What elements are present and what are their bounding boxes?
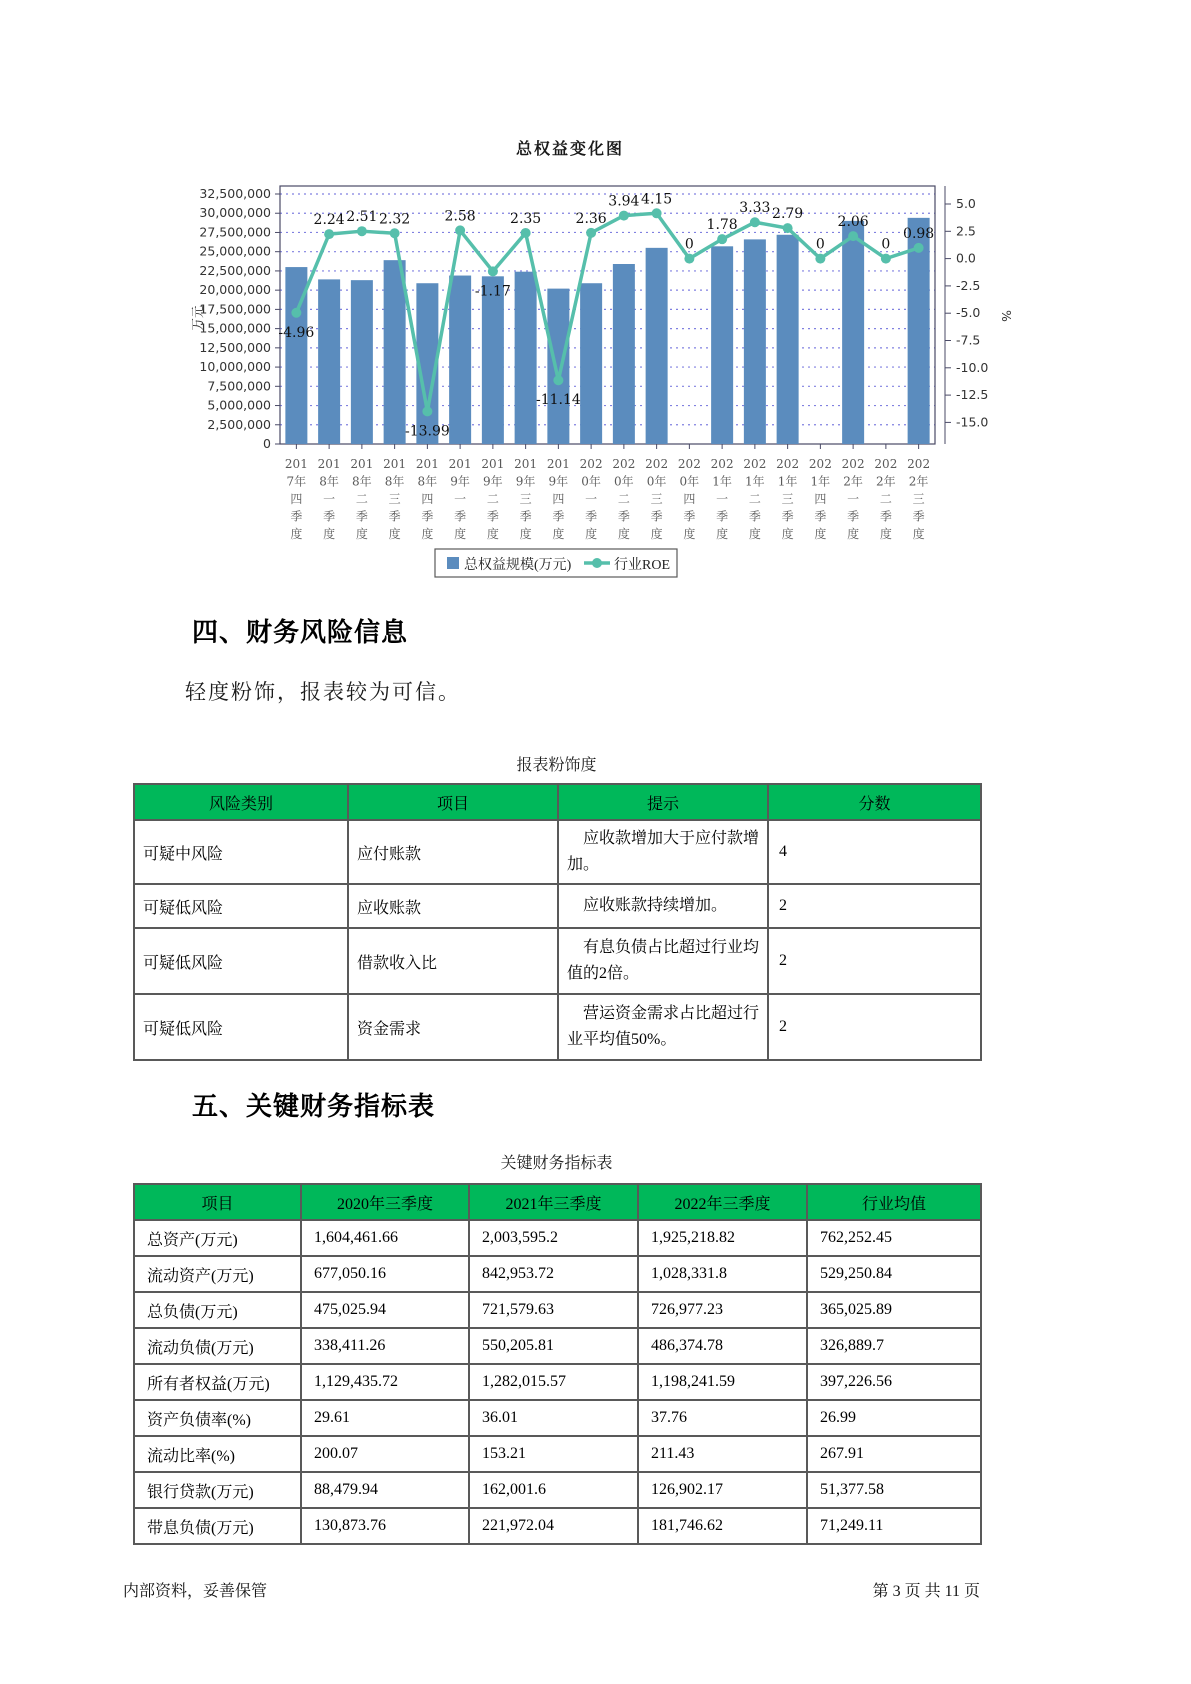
chart-text: 度 [781,527,794,541]
bar [482,276,504,444]
table-cell: 338,411.26 [301,1328,469,1364]
section-heading-key-indicators: 五、关键财务指标表 [192,1091,436,1121]
table-cell: 721,579.63 [469,1292,638,1328]
table-cell: 1,028,331.8 [638,1256,807,1292]
bottom-axis [296,444,918,449]
table-cell: 211.43 [638,1436,807,1472]
chart-text: 度 [454,527,467,541]
chart-text: 度 [323,527,336,541]
chart-text: 20,000,000 [199,282,271,298]
chart-text: 1年 [745,474,765,489]
chart-text: 10,000,000 [199,359,271,375]
chart-text: 季 [781,509,794,524]
point-label: 2.35 [510,210,542,227]
chart-text: 季 [388,509,401,524]
table-cell: 资金需求 [348,994,558,1060]
chart-text: 季 [716,509,729,524]
chart-text: 度 [290,527,303,541]
point-label: 0 [684,236,694,253]
chart-text: 201 [481,457,505,471]
chart-text: 1年 [712,474,732,489]
chart-text: 度 [421,527,434,541]
chart-text: 季 [290,509,303,524]
chart-text: 二 [355,492,368,506]
point-label: 3.94 [608,193,640,210]
chart-text: 季 [454,509,467,524]
point-label: -1.17 [474,283,511,300]
column-header: 2022年三季度 [638,1184,807,1220]
table-cell: 397,226.56 [807,1364,981,1400]
table-cell: 流动比率(%) [134,1436,301,1472]
table-row [134,1220,981,1256]
chart-text: 二 [486,492,499,506]
column-header: 项目 [134,1184,301,1220]
line-point [586,228,596,238]
table-row [134,820,981,884]
table-cell: 所有者权益(万元) [134,1364,301,1400]
chart-text: 12,500,000 [199,339,271,355]
chart-text: 201 [317,457,341,471]
chart-text: 度 [617,527,630,541]
table-cell: 资产负债率(%) [134,1400,301,1436]
table-cell: 有息负债占比超过行业均值的2倍。 [558,928,768,994]
table-cell: 221,972.04 [469,1508,638,1544]
chart-text: 三 [650,492,663,506]
line-point [848,231,858,241]
chart-text: 202 [841,457,865,471]
chart-text: 一 [585,492,598,506]
table-cell: 可疑低风险 [134,884,348,928]
table-row [134,1364,981,1400]
table-cell: 36.01 [469,1400,638,1436]
chart-text: 202 [645,457,669,471]
key-indicators-table [133,1183,982,1545]
chart-text: 15,000,000 [199,320,271,336]
bar [646,248,668,444]
line-point [553,375,563,385]
chart-text: 9年 [548,474,569,489]
chart-text: 四 [814,492,827,506]
table-row [134,1256,981,1292]
table-cell: 153.21 [469,1436,638,1472]
table-cell: 162,001.6 [469,1472,638,1508]
chart-text: 8年 [417,474,438,489]
point-label: 4.15 [641,191,673,208]
bar [744,239,766,444]
table-cell: 550,205.81 [469,1328,638,1364]
table-cell: 365,025.89 [807,1292,981,1328]
footer-confidential-note: 内部资料，妥善保管 [123,1583,268,1600]
legend-bar-label: 总权益规模(万元) [464,558,572,573]
table-cell: 可疑低风险 [134,994,348,1060]
table-cell: 1,198,241.59 [638,1364,807,1400]
chart-text: 季 [355,509,368,524]
chart-text: 三 [519,492,532,506]
chart-text: 季 [519,509,532,524]
point-label: 2.36 [575,210,607,227]
table-cell: 51,377.58 [807,1472,981,1508]
chart-text: 一 [323,492,336,506]
chart-text: 8年 [384,474,405,489]
chart-text: 二 [617,492,630,506]
chart-text: 25,000,000 [199,243,271,259]
chart-text: 一 [716,492,729,506]
chart-text: 27,500,000 [199,224,271,240]
equity-change-chart-svg [150,126,1050,588]
bar [515,272,537,444]
chart-text: 202 [579,457,603,471]
chart-text: 0 [263,436,271,451]
chart-text: 0.0 [956,250,976,266]
chart-text: 度 [879,527,892,541]
chart-text: 2年 [843,474,863,489]
point-label: 2.06 [837,214,869,231]
line-point [521,228,531,238]
line-point [357,226,367,236]
chart-text: 三 [912,492,925,506]
chart-text: -2.5 [956,277,981,293]
chart-text: 四 [552,492,565,506]
chart-text: -10.0 [956,359,989,375]
line-point [455,225,465,235]
chart-text: 一 [847,492,860,506]
point-label: -11.14 [535,392,581,409]
table-row [134,1328,981,1364]
footer-page-number: 第 3 页 共 11 页 [872,1583,980,1600]
table-cell: 71,249.11 [807,1508,981,1544]
chart-text: 度 [748,527,761,541]
chart-text: 度 [486,527,499,541]
chart-legend [435,549,677,577]
table-cell: 2 [768,994,981,1060]
table-row [134,1400,981,1436]
legend-bar-swatch [447,557,459,569]
table-row [134,884,981,928]
table-cell: 726,977.23 [638,1292,807,1328]
line-point [324,229,334,239]
chart-text: 季 [585,509,598,524]
table-cell: 2 [768,884,981,928]
chart-text: 度 [814,527,827,541]
table-cell: 流动负债(万元) [134,1328,301,1364]
chart-text: 202 [907,457,931,471]
line-point [684,254,694,264]
table-cell: 267.91 [807,1436,981,1472]
chart-text: 202 [743,457,767,471]
table-cell: 88,479.94 [301,1472,469,1508]
chart-text: 季 [323,509,336,524]
chart-text: 度 [847,527,860,541]
chart-text: 2年 [876,474,896,489]
chart-text: 季 [650,509,663,524]
chart-text: 0年 [581,474,601,489]
chart-text: 度 [519,527,532,541]
chart-text: 202 [710,457,734,471]
left-axis-title: 万元 [190,305,205,331]
left-axis [199,186,280,451]
point-label: 0.98 [903,225,935,242]
column-header: 2021年三季度 [469,1184,638,1220]
table-cell: 1,282,015.57 [469,1364,638,1400]
chart-text: 季 [683,509,696,524]
bar [351,280,373,444]
chart-text: 201 [383,457,407,471]
point-label: 2.58 [444,208,476,225]
table-cell: 842,953.72 [469,1256,638,1292]
point-label: 2.79 [772,206,804,223]
point-label: 0 [815,236,825,253]
chart-text: 2,500,000 [207,416,271,432]
chart-text: 1年 [810,474,831,489]
chart-text: 季 [912,509,925,524]
table-cell: 2 [768,928,981,994]
table-cell: 带息负债(万元) [134,1508,301,1544]
line-point [488,266,498,276]
column-header: 2020年三季度 [301,1184,469,1220]
chart-text: 度 [355,527,368,541]
right-axis-title: % [999,310,1014,322]
chart-text: 22,500,000 [199,262,271,278]
table-cell: 应收账款持续增加。 [558,884,768,928]
line-point [717,234,727,244]
table1-title: 报表粉饰度 [516,757,597,774]
table-cell: 2,003,595.2 [469,1220,638,1256]
chart-text: 5,000,000 [207,397,271,413]
table-cell: 营运资金需求占比超过行业平均值50%。 [558,994,768,1060]
bar [318,279,340,444]
line-point [652,208,662,218]
table-row [134,1436,981,1472]
chart-text: 32,500,000 [199,186,271,201]
table-row [134,928,981,994]
line-point [881,254,891,264]
right-axis [945,186,988,444]
table-cell: 流动资产(万元) [134,1256,301,1292]
chart-text: 201 [284,457,308,471]
chart-text: 季 [486,509,499,524]
chart-text: 9年 [515,474,536,489]
report-dressing-table [133,783,982,1061]
chart-text: 三 [781,492,794,506]
table-row [134,1508,981,1544]
chart-text: 季 [748,509,761,524]
table-cell: 借款收入比 [348,928,558,994]
chart-text: 201 [350,457,374,471]
chart-text: 202 [612,457,636,471]
table-cell: 181,746.62 [638,1508,807,1544]
bar [449,276,471,444]
chart-text: 8年 [352,474,372,489]
table-cell: 应收款增加大于应付款增加。 [558,820,768,884]
table-cell: 762,252.45 [807,1220,981,1256]
chart-text: 0年 [646,474,667,489]
table-cell: 200.07 [301,1436,469,1472]
chart-text: 30,000,000 [199,205,271,221]
chart-text: 二 [748,492,761,506]
bar [547,289,569,444]
chart-text: 9年 [483,474,503,489]
bar [613,264,635,444]
chart-text: 2.5 [956,223,976,239]
table-cell: 26.99 [807,1400,981,1436]
bar [777,235,799,444]
chart-text: 9年 [450,474,470,489]
table-cell: 1,129,435.72 [301,1364,469,1400]
point-label: 0 [881,236,891,253]
chart-text: -15.0 [956,414,989,430]
chart-text: 四 [290,492,303,506]
legend-line-label: 行业ROE [614,558,670,573]
point-label: 3.33 [739,200,771,217]
line-point [914,243,924,253]
category-labels [285,457,930,541]
table-cell: 可疑中风险 [134,820,348,884]
equity-change-chart [150,126,1050,588]
chart-text: 7,500,000 [207,378,271,394]
risk-summary-text: 轻度粉饰，报表较为可信。 [185,680,461,704]
chart-text: 三 [388,492,401,506]
point-label: 2.32 [379,211,411,228]
chart-text: -12.5 [956,387,989,403]
chart-title: 总权益变化图 [515,141,625,158]
chart-text: 7年 [286,474,307,489]
table-cell: 130,873.76 [301,1508,469,1544]
header-row [134,784,981,820]
table-row [134,1472,981,1508]
line-point [750,217,760,227]
column-header: 分数 [768,784,981,820]
chart-text: 201 [546,457,570,471]
point-label: 2.24 [313,212,345,229]
point-label: -4.96 [278,324,315,341]
chart-text: 度 [650,527,663,541]
chart-text: 202 [776,457,800,471]
chart-text: 202 [874,457,898,471]
line-point [619,211,629,221]
chart-text: 季 [552,509,565,524]
bar [711,246,733,444]
table-cell: 银行贷款(万元) [134,1472,301,1508]
bar [580,283,602,444]
table-cell: 可疑低风险 [134,928,348,994]
point-label: -13.99 [404,423,450,440]
table-cell: 总负债(万元) [134,1292,301,1328]
chart-text: 1年 [777,474,798,489]
chart-text: 0年 [614,474,634,489]
column-header: 项目 [348,784,558,820]
bar [842,221,864,444]
chart-text: 季 [879,509,892,524]
table-cell: 总资产(万元) [134,1220,301,1256]
legend-line-swatch [592,558,602,568]
chart-text: 5.0 [956,196,976,211]
table-cell: 475,025.94 [301,1292,469,1328]
chart-text: 季 [421,509,434,524]
section-heading-financial-risk: 四、财务风险信息 [192,617,409,647]
bar [384,260,406,444]
chart-text: 度 [716,527,729,541]
chart-text: 度 [388,527,401,541]
table-cell: 486,374.78 [638,1328,807,1364]
table-cell: 37.76 [638,1400,807,1436]
table-row [134,1292,981,1328]
chart-text: 17,500,000 [199,301,271,317]
table-cell: 1,925,218.82 [638,1220,807,1256]
line-point [422,406,432,416]
chart-text: 202 [808,457,832,471]
chart-text: 四 [683,492,696,506]
table-cell: 4 [768,820,981,884]
line-point [390,228,400,238]
roe-line [278,191,934,439]
header-row [134,1184,981,1220]
chart-text: 二 [879,492,892,506]
line-point [783,223,793,233]
chart-text: 2年 [908,474,929,489]
chart-text: 度 [552,527,565,541]
table-cell: 529,250.84 [807,1256,981,1292]
table-cell: 应收账款 [348,884,558,928]
table2-title: 关键财务指标表 [500,1155,613,1172]
column-header: 行业均值 [807,1184,981,1220]
chart-text: -7.5 [956,332,981,348]
line-point [815,254,825,264]
chart-text: -5.0 [956,305,981,321]
table-cell: 326,889.7 [807,1328,981,1364]
chart-text: 四 [421,492,434,506]
line-point [291,308,301,318]
chart-text: 度 [683,527,696,541]
chart-text: 度 [585,527,598,541]
table-row [134,994,981,1060]
table-cell: 1,604,461.66 [301,1220,469,1256]
table-cell: 29.61 [301,1400,469,1436]
point-label: 2.51 [346,209,378,226]
chart-text: 季 [847,509,860,524]
chart-text: 202 [677,457,701,471]
chart-text: 度 [912,527,925,541]
chart-text: 201 [415,457,439,471]
chart-text: 201 [448,457,472,471]
table-cell: 126,902.17 [638,1472,807,1508]
point-label: 1.78 [706,217,738,234]
chart-text: 0年 [679,474,700,489]
column-header: 风险类别 [134,784,348,820]
table-cell: 677,050.16 [301,1256,469,1292]
table-cell: 应付账款 [348,820,558,884]
chart-text: 季 [617,509,630,524]
column-header: 提示 [558,784,768,820]
chart-text: 季 [814,509,827,524]
chart-text: 一 [454,492,467,506]
chart-text: 8年 [319,474,339,489]
chart-text: 201 [514,457,538,471]
